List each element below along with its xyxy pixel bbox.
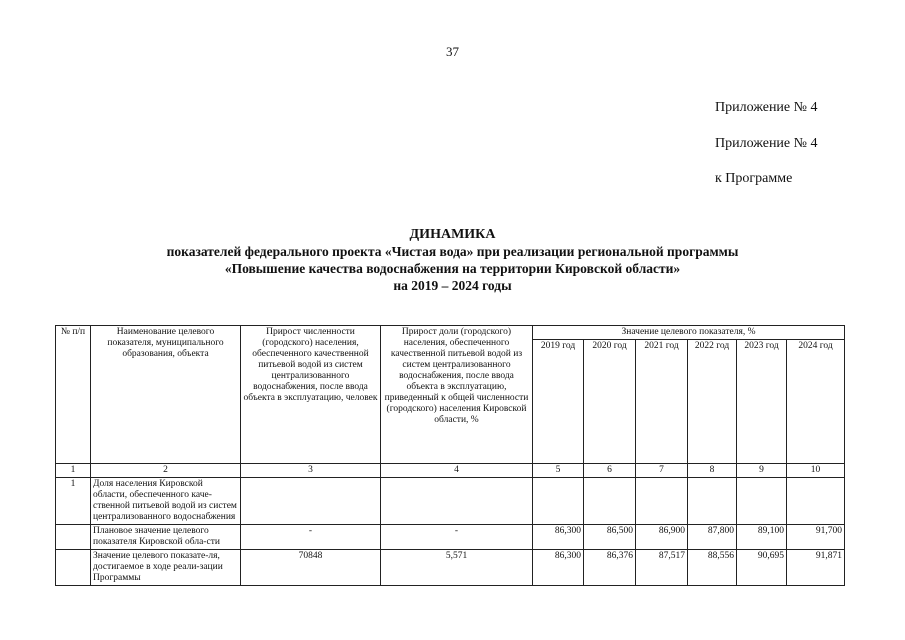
table-row <box>56 478 845 525</box>
row-number: 1 <box>56 478 91 525</box>
row-number <box>56 525 91 550</box>
column-number: 2 <box>91 464 241 478</box>
column-number: 1 <box>56 464 91 478</box>
value-cell: 87,517 <box>636 550 688 586</box>
share-growth-cell <box>381 478 533 525</box>
header-year: 2022 год <box>688 340 737 464</box>
header-share-growth: Прирост доли (городского) населения, обеспеченного качественной питьевой водой из систем централизованного водоснабжения, после ввода объекта в эксплуатацию, приведенный к общей численности (городского) населения Кировской области, % <box>381 326 533 464</box>
value-cell: 86,900 <box>636 525 688 550</box>
value-cell: 88,556 <box>688 550 737 586</box>
column-numbering-row <box>56 464 845 478</box>
pop-growth-cell <box>241 478 381 525</box>
value-cell <box>688 478 737 525</box>
column-number: 7 <box>636 464 688 478</box>
value-cell: 91,700 <box>787 525 845 550</box>
value-cell: 90,695 <box>737 550 787 586</box>
value-cell <box>584 478 636 525</box>
indicator-name: Плановое значение целевого показателя Кировской обла-сти <box>91 525 241 550</box>
share-growth-cell: 5,571 <box>381 550 533 586</box>
title-line-2: «Повышение качества водоснабжения на территории Кировской области» <box>224 261 681 276</box>
column-number: 10 <box>787 464 845 478</box>
header-no: № п/п <box>56 326 91 464</box>
header-year: 2024 год <box>787 340 845 464</box>
document-title <box>0 226 905 294</box>
header-row-1 <box>56 326 845 340</box>
pop-growth-cell: - <box>241 525 381 550</box>
header-year: 2020 год <box>584 340 636 464</box>
appendix-label-2: Приложение № 4 <box>715 136 818 151</box>
column-number: 9 <box>737 464 787 478</box>
header-value-group: Значение целевого показателя, % <box>533 326 845 340</box>
indicator-name: Доля населения Кировской области, обеспеченного каче-ственной питьевой водой из систем централизованного водоснабжения <box>91 478 241 525</box>
value-cell: 86,376 <box>584 550 636 586</box>
value-cell <box>787 478 845 525</box>
appendix-label-1: Приложение № 4 <box>715 100 818 115</box>
value-cell: 89,100 <box>737 525 787 550</box>
page-number: 37 <box>446 44 459 59</box>
indicator-table <box>55 325 845 586</box>
header-name: Наименование целевого показателя, муниципального образования, объекта <box>91 326 241 464</box>
title-line-3: на 2019 – 2024 годы <box>393 278 512 293</box>
column-number: 4 <box>381 464 533 478</box>
column-number: 6 <box>584 464 636 478</box>
column-number: 5 <box>533 464 584 478</box>
column-number: 3 <box>241 464 381 478</box>
value-cell: 86,300 <box>533 525 584 550</box>
indicator-name: Значение целевого показате-ля, достигаемое в ходе реали-зации Программы <box>91 550 241 586</box>
table-row <box>56 525 845 550</box>
header-year: 2023 год <box>737 340 787 464</box>
column-number: 8 <box>688 464 737 478</box>
table-row <box>56 550 845 586</box>
title-main: ДИНАМИКА <box>409 227 496 242</box>
value-cell <box>636 478 688 525</box>
header-year: 2021 год <box>636 340 688 464</box>
value-cell <box>737 478 787 525</box>
title-line-1: показателей федерального проекта «Чистая вода» при реализации региональной программы <box>166 244 739 259</box>
value-cell <box>533 478 584 525</box>
row-number <box>56 550 91 586</box>
value-cell: 86,300 <box>533 550 584 586</box>
value-cell: 91,871 <box>787 550 845 586</box>
header-pop-growth: Прирост численности (городского) населения, обеспеченного качественной питьевой водой из систем централизованного водоснабжения, после ввода объекта в эксплуатацию, человек <box>241 326 381 464</box>
share-growth-cell: - <box>381 525 533 550</box>
appendix-program-ref: к Программе <box>715 171 793 186</box>
pop-growth-cell: 70848 <box>241 550 381 586</box>
value-cell: 86,500 <box>584 525 636 550</box>
header-year: 2019 год <box>533 340 584 464</box>
value-cell: 87,800 <box>688 525 737 550</box>
